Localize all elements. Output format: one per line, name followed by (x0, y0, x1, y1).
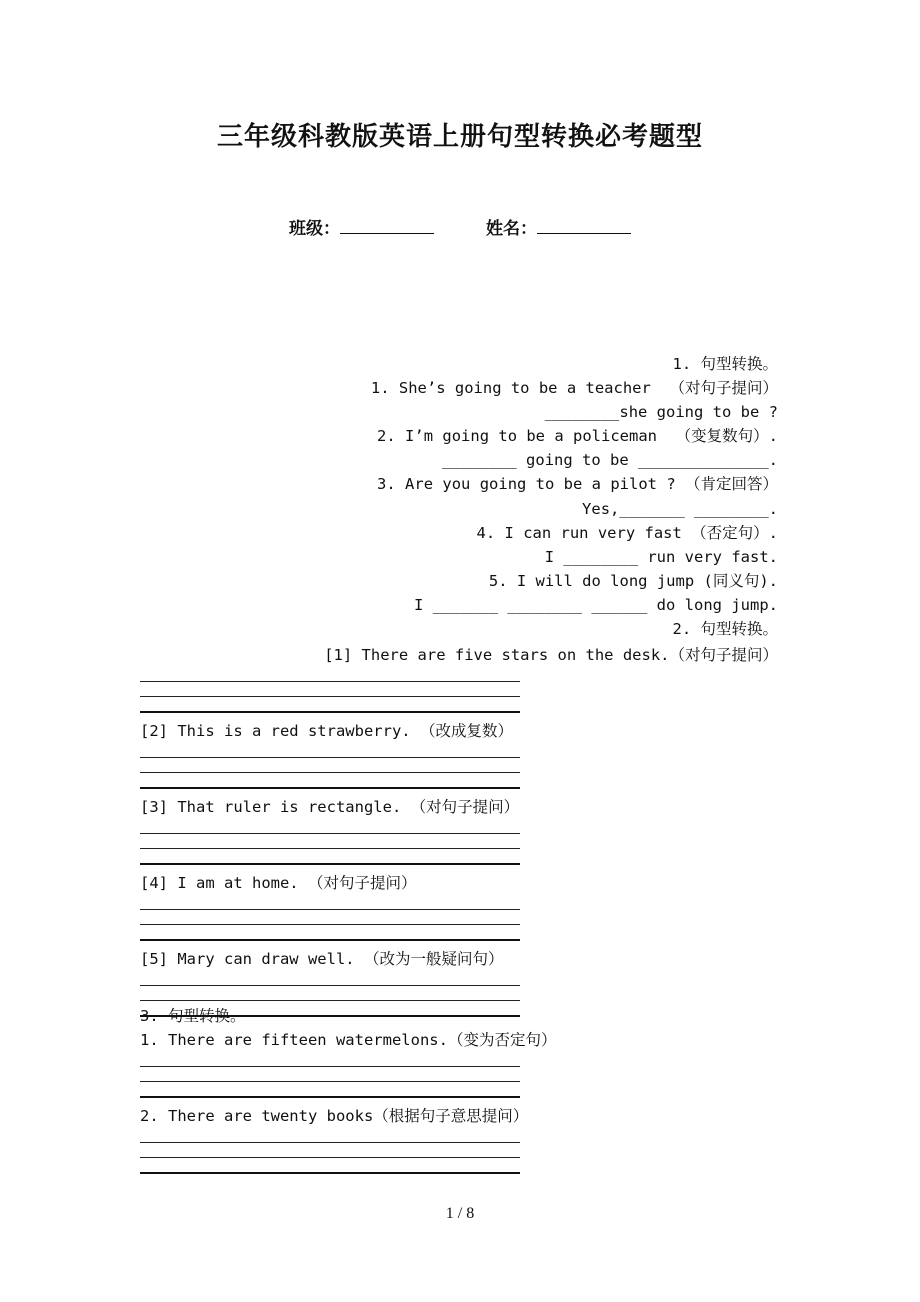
answer-line[interactable] (140, 667, 520, 682)
answer-line[interactable] (140, 758, 520, 773)
question-item: 2. There are twenty books（根据句子意思提问） (140, 1107, 529, 1125)
section-3-heading: 3. 句型转换。 (140, 1007, 246, 1025)
question-item: [5] Mary can draw well. （改为一般疑问句） (140, 950, 504, 968)
answer-line[interactable] (140, 743, 520, 758)
answer-line[interactable] (140, 1082, 520, 1098)
answer-line[interactable] (140, 1158, 520, 1174)
section-1 (140, 352, 778, 641)
page-number: 1 / 8 (445, 1205, 475, 1222)
answer-line[interactable] (140, 910, 520, 925)
answer-line[interactable] (140, 682, 520, 697)
name-blank[interactable] (537, 219, 631, 234)
answer-line[interactable] (140, 971, 520, 986)
section-3 (140, 1004, 557, 1174)
answer-line[interactable] (140, 697, 520, 713)
answer-line[interactable]: Yes,_______ ________. (582, 499, 778, 518)
page-title: 三年级科教版英语上册句型转换必考题型 (216, 122, 703, 152)
answer-line[interactable] (140, 773, 520, 789)
answer-line[interactable]: ________she going to be ? (544, 403, 778, 422)
question-item: [3] That ruler is rectangle. （对句子提问） (140, 798, 520, 816)
question-item: [4] I am at home. （对句子提问） (140, 874, 417, 892)
question-line: 1. She’s going to be a teacher （对句子提问） (370, 379, 778, 398)
name-label: 姓名： (486, 219, 537, 239)
answer-line[interactable]: ________ going to be ______________. (442, 451, 778, 470)
question-item: [2] This is a red strawberry. （改成复数） (140, 722, 513, 740)
section-2-items (140, 643, 778, 1017)
question-item: [1] There are five stars on the desk.（对句子提问） (324, 646, 778, 664)
answer-line[interactable] (140, 925, 520, 941)
section-1-heading: 1. 句型转换。 (672, 355, 778, 373)
answer-line[interactable] (140, 1143, 520, 1158)
question-line: 5. I will do long jump (同义句). (488, 571, 778, 590)
class-blank[interactable] (340, 219, 434, 234)
answer-line[interactable]: I _______ ________ ______ do long jump. (414, 595, 778, 614)
answer-line[interactable] (140, 849, 520, 865)
answer-line[interactable] (140, 986, 520, 1001)
question-line: 3. Are you going to be a pilot ? （肯定回答） (377, 475, 778, 494)
question-line: 2. I’m going to be a policeman （变复数句）. (377, 427, 778, 446)
answer-line[interactable] (140, 1128, 520, 1143)
question-item: 1. There are fifteen watermelons.（变为否定句） (140, 1031, 557, 1049)
answer-line[interactable] (140, 834, 520, 849)
class-label: 班级： (289, 219, 340, 239)
answer-line[interactable] (140, 1067, 520, 1082)
section-2-heading: 2. 句型转换。 (672, 620, 778, 639)
answer-line[interactable] (140, 819, 520, 834)
student-info (0, 214, 920, 239)
answer-line[interactable] (140, 1052, 520, 1067)
answer-line[interactable] (140, 895, 520, 910)
question-line: 4. I can run very fast （否定句）. (476, 523, 778, 542)
answer-line[interactable]: I ________ run very fast. (544, 547, 778, 566)
